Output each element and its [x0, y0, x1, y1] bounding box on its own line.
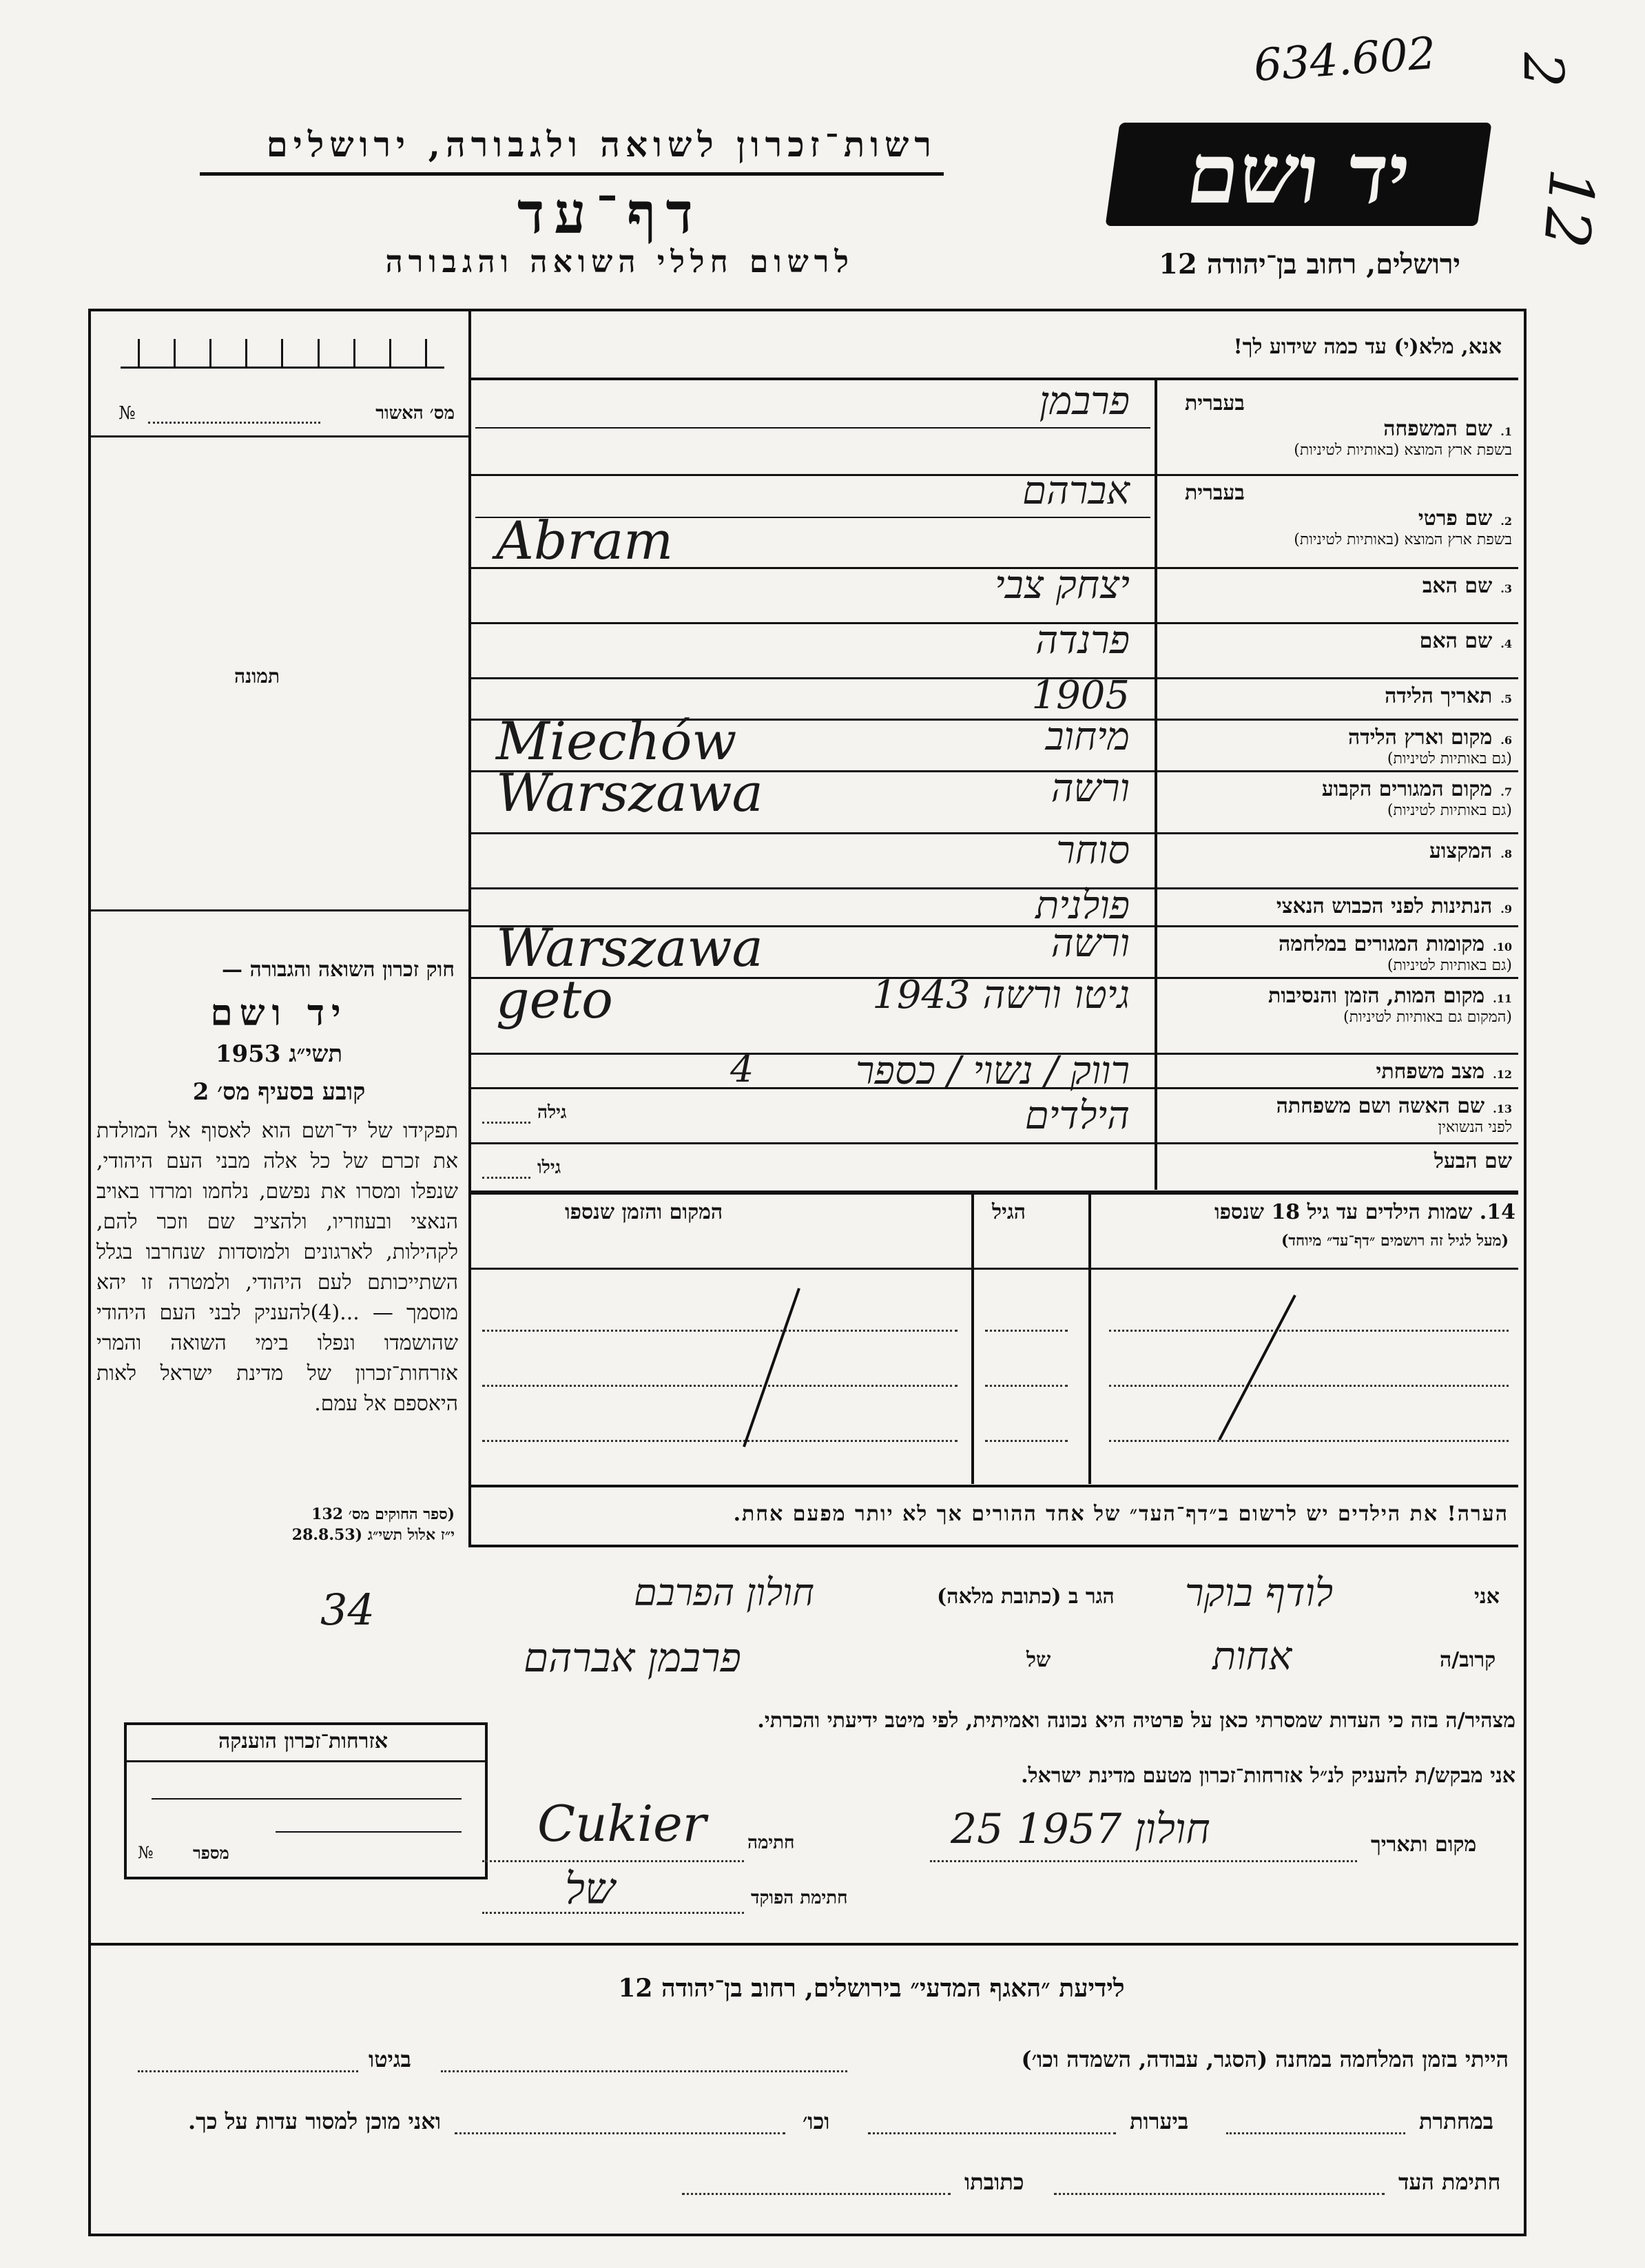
place-header: המקום והזמן שנספו: [565, 1200, 723, 1224]
strike-marks: [468, 1268, 1518, 1488]
field-sublabel: בשפת ארץ המוצא (באותיות לטיניות): [1294, 531, 1512, 548]
margin-mark: 12: [1529, 165, 1608, 251]
field-value: סוחר: [1056, 828, 1130, 873]
of-label: של: [1026, 1648, 1051, 1672]
note: הערה! את הילדים יש לרשום ב״דף־העד״ של אחד ההורים אך לא יותר מפעם אחת.: [733, 1502, 1509, 1526]
hebrew-tag: בעברית: [1185, 391, 1245, 415]
field-label-text: מקום המגורים הקבוע: [1321, 777, 1493, 801]
field-sublabel: (גם באותיות לטיניות): [1387, 957, 1512, 974]
decl-address-label: הגר ב (כתובת מלאה): [937, 1585, 1115, 1609]
note-bottom-rule: [468, 1545, 1518, 1547]
note-rule: [468, 1485, 1518, 1487]
logo-text: יד ושם: [1181, 125, 1416, 223]
cert-line: [152, 1798, 462, 1800]
authority-line: רשות־זכרון לשואה ולגבורה, ירושלים: [266, 124, 937, 165]
field-value: יצחק צבי: [995, 563, 1130, 608]
field-value-latin: Abram: [496, 510, 674, 571]
field-label: [1164, 417, 1512, 459]
field-number: 6.: [1500, 734, 1512, 747]
field-sublabel: לפני הנשואין: [1438, 1119, 1512, 1136]
field-row-rule: [468, 1142, 1518, 1144]
field-label: [1164, 984, 1512, 1026]
field-label: [1164, 1094, 1512, 1136]
children-title: שמות הילדים עד גיל 18 שנספו: [1214, 1200, 1473, 1224]
field-label-text: מצב משפחתי: [1376, 1060, 1485, 1084]
decl-address: חולון הפרבם: [634, 1571, 814, 1614]
field-label-text: מקומות המגורים במלחמה: [1278, 932, 1485, 956]
footer-line1-fill: [441, 2070, 847, 2072]
declaration-statement: מצהיר/ה בזה כי העדות שמסרתי כאן על פרטיה היא נכונה ואמיתית, לפי מיטב ידיעתי והכרתי.: [757, 1709, 1515, 1733]
place-date-value: חולון 1957 25: [951, 1805, 1210, 1853]
field-label: [1164, 684, 1512, 708]
field-value-latin: Warszawa: [496, 917, 763, 978]
field-number: 10.: [1493, 940, 1512, 953]
header-rule: [200, 172, 944, 176]
field-label-text: שם האשה ושם משפחתה: [1276, 1094, 1485, 1118]
field-sub-rule: [475, 427, 1150, 429]
field-label-text: מקום המות, הזמן והנסיבות: [1268, 984, 1485, 1008]
footer-fill: [682, 2193, 951, 2195]
law-clause: קובע בסעיף מס׳ 2: [192, 1078, 366, 1106]
field-label-text: תאריך הלידה: [1385, 684, 1493, 708]
field-value: אברהם: [1022, 468, 1130, 513]
footer-forests: ביערות: [1130, 2108, 1189, 2134]
footer-witness-signature: חתימת העד: [1398, 2169, 1501, 2195]
footer-heading: לידיעת ״האגף המדעי״ בירושלים, רחוב בן־יהודה 12: [618, 1974, 1125, 2003]
children-label: [1095, 1200, 1515, 1224]
certificate-title: אזרחות־זכרון הוענקה: [218, 1729, 389, 1753]
field-label: [1164, 574, 1512, 598]
field-value: רווק / נשוי / כספר הילדים: [855, 1049, 1130, 1138]
footer-fill: [455, 2132, 785, 2134]
children-rule: [468, 1192, 1518, 1195]
margin-mark: 2: [1511, 52, 1575, 87]
field-label-text: מקום וארץ הלידה: [1348, 725, 1493, 750]
field-value-latin: Warszawa: [496, 762, 763, 823]
field-value-latin: geto: [496, 969, 613, 1030]
field-extra-label: גילו: [537, 1157, 561, 1178]
law-name: יד ושם: [210, 992, 348, 1034]
form-title: דף־עד: [517, 181, 703, 247]
field-sublabel: בשפת ארץ המוצא (באותיות לטיניות): [1294, 442, 1512, 459]
field-extra-line: [482, 1122, 530, 1124]
field-label-text: שם הבעל: [1434, 1149, 1512, 1173]
field-label: [1164, 725, 1512, 767]
address: ירושלים, רחוב בן־יהודה 12: [1159, 248, 1460, 280]
field-label-text: שם האב: [1422, 574, 1493, 598]
field-number: 2.: [1500, 515, 1512, 528]
field-value: פולנית: [1035, 883, 1130, 928]
decl-prefix: אני: [1474, 1585, 1500, 1609]
officer-value: של: [565, 1864, 615, 1914]
age-header: הגיל: [992, 1200, 1026, 1224]
field-label: [1164, 629, 1512, 653]
field-number: 12.: [1493, 1068, 1512, 1081]
footer-fill: [868, 2132, 1116, 2134]
field-value: ורשה: [1051, 921, 1130, 966]
footer-willing: ואני מוכן למסור עדות על כך.: [187, 2108, 441, 2134]
field-label: [1164, 839, 1512, 863]
field-number: 7.: [1500, 785, 1512, 798]
footer-underground: במחתרת: [1419, 2108, 1494, 2134]
field-label-text: שם המשפחה: [1383, 417, 1493, 441]
field-number: 8.: [1500, 847, 1512, 860]
children-num: 14.: [1479, 1200, 1515, 1224]
law-year: תשי״ג 1953: [215, 1040, 343, 1068]
yad-vashem-logo: [1105, 123, 1491, 226]
cert-rule: [127, 1760, 485, 1762]
law-text: תפקידו של יד־ושם הוא לאסוף אל המולדת את זכרם של כל אלה מבני העם היהודי, שנפלו ומסרו את נפשם, נלחמו ומרדו באויב הנאצי ובעוזריו, ולהציב שם וזכר להם, לקהילות, לארגונים ולמוסדות שנחרבו בגלל השתייכותם לעם היהודי, ולמטרה זו יהא מוסמך — ...(4)להעניק לבני העם היהודי שהושמדו ונפלו בימי השואה והמרי אזרחות־זכרון של מדינת ישראל לאות היאספם אל עמם.: [96, 1119, 459, 1416]
law-ref: (ספר החוקים מס׳ 132: [311, 1505, 455, 1523]
archive-number: 634.602: [1252, 28, 1438, 92]
field-label: [1164, 1060, 1512, 1084]
approval-number-line: [148, 422, 320, 424]
field-sublabel: (גם באותיות לטיניות): [1387, 750, 1512, 767]
place-date-line: [930, 1860, 1357, 1862]
relation-label: קרוב/ה: [1440, 1648, 1496, 1672]
field-value: פרנדה: [1035, 618, 1130, 663]
decl-house-number: 34: [320, 1585, 375, 1635]
footer-line1-end: בגיטו: [369, 2046, 411, 2072]
footer-fill: [1054, 2193, 1385, 2195]
field-number: 4.: [1500, 637, 1512, 650]
photo-label: תמונה: [234, 665, 280, 688]
law-title: חוק זכרון השואה והגבורה —: [222, 958, 455, 982]
of-value: פרבמן אברהם: [524, 1634, 741, 1681]
field-label: [1164, 932, 1512, 974]
signature-label: חתימה: [747, 1833, 795, 1853]
field-value: 1905: [1031, 673, 1130, 718]
field-value-latin: 4: [730, 1047, 754, 1091]
decl-name: לודף בוקר: [1185, 1571, 1334, 1616]
footer-etc: וכו׳: [803, 2108, 830, 2134]
form-purpose: לרשום חללי השואה והגבורה: [385, 245, 854, 280]
instructions: אנא, מלא(י) עד כמה שידוע לך!: [1233, 335, 1502, 359]
field-number: 13.: [1493, 1102, 1512, 1115]
field-extra-line: [482, 1177, 530, 1179]
cert-number-label: מספר: [193, 1843, 229, 1863]
field-extra-label: גילה: [537, 1102, 567, 1123]
footer-address: כתובתו: [964, 2169, 1024, 2195]
declaration-request: אני מבקש/ת להעניק לנ״ל אזרחות־זכרון מטעם מדינת ישראל.: [1021, 1764, 1515, 1788]
signature-value: Cukier: [537, 1795, 707, 1853]
footer-line1: הייתי בזמן המלחמה במחנה (הסגר, עבודה, השמדה וכו׳): [1021, 2046, 1509, 2072]
field-number: 5.: [1500, 692, 1512, 705]
officer-label: חתימת הפוקד: [751, 1888, 848, 1908]
field-label: [1164, 506, 1512, 548]
approval-no-symbol: №: [118, 403, 136, 424]
place-date-label: מקום ותאריך: [1371, 1833, 1477, 1857]
relation-value: אחות: [1212, 1634, 1292, 1679]
field-label: [1164, 777, 1512, 819]
sidebar-rule: [91, 435, 468, 437]
field-label-text: שם האם: [1419, 629, 1493, 653]
hebrew-tag: בעברית: [1185, 481, 1245, 505]
children-sub: (מעל לגיל זה רושמים ״דף־עד״ מיוחד): [1281, 1232, 1509, 1250]
field-sublabel: (גם באותיות לטיניות): [1387, 802, 1512, 819]
field-column-divider: [1155, 380, 1157, 1190]
field-sublabel: (המקום גם באותיות לטיניות): [1343, 1009, 1512, 1026]
footer-fill: [1226, 2132, 1405, 2134]
field-number: 11.: [1493, 992, 1512, 1005]
field-value: גיטו ורשה 1943: [872, 973, 1130, 1018]
signature-line: [482, 1860, 744, 1862]
cert-no-symbol: №: [138, 1843, 154, 1862]
field-label-text: שם פרטי: [1418, 506, 1493, 530]
field-label-text: הנתינות לפני הכבוש הנאצי: [1276, 894, 1493, 918]
field-number: 1.: [1500, 425, 1512, 438]
field-number: 9.: [1500, 903, 1512, 916]
field-value: מיחוב: [1045, 714, 1130, 759]
law-ref: י״ז אלול תשי״ג (28.8.53: [291, 1526, 455, 1544]
field-value: פרבמן: [1039, 379, 1130, 424]
field-label-text: המקצוע: [1429, 839, 1493, 863]
field-value: ורשה: [1051, 766, 1130, 811]
field-number: 3.: [1500, 582, 1512, 595]
footer-line1-end-fill: [138, 2070, 358, 2072]
approval-boxes: [121, 339, 444, 369]
sidebar-rule: [91, 909, 468, 911]
footer-rule: [91, 1943, 1518, 1946]
field-label: [1164, 1149, 1512, 1173]
field-label: [1164, 894, 1512, 918]
field-value-latin: Miechów: [496, 710, 737, 772]
approval-label: מס׳ האשור: [375, 403, 455, 424]
cert-line: [276, 1831, 462, 1833]
